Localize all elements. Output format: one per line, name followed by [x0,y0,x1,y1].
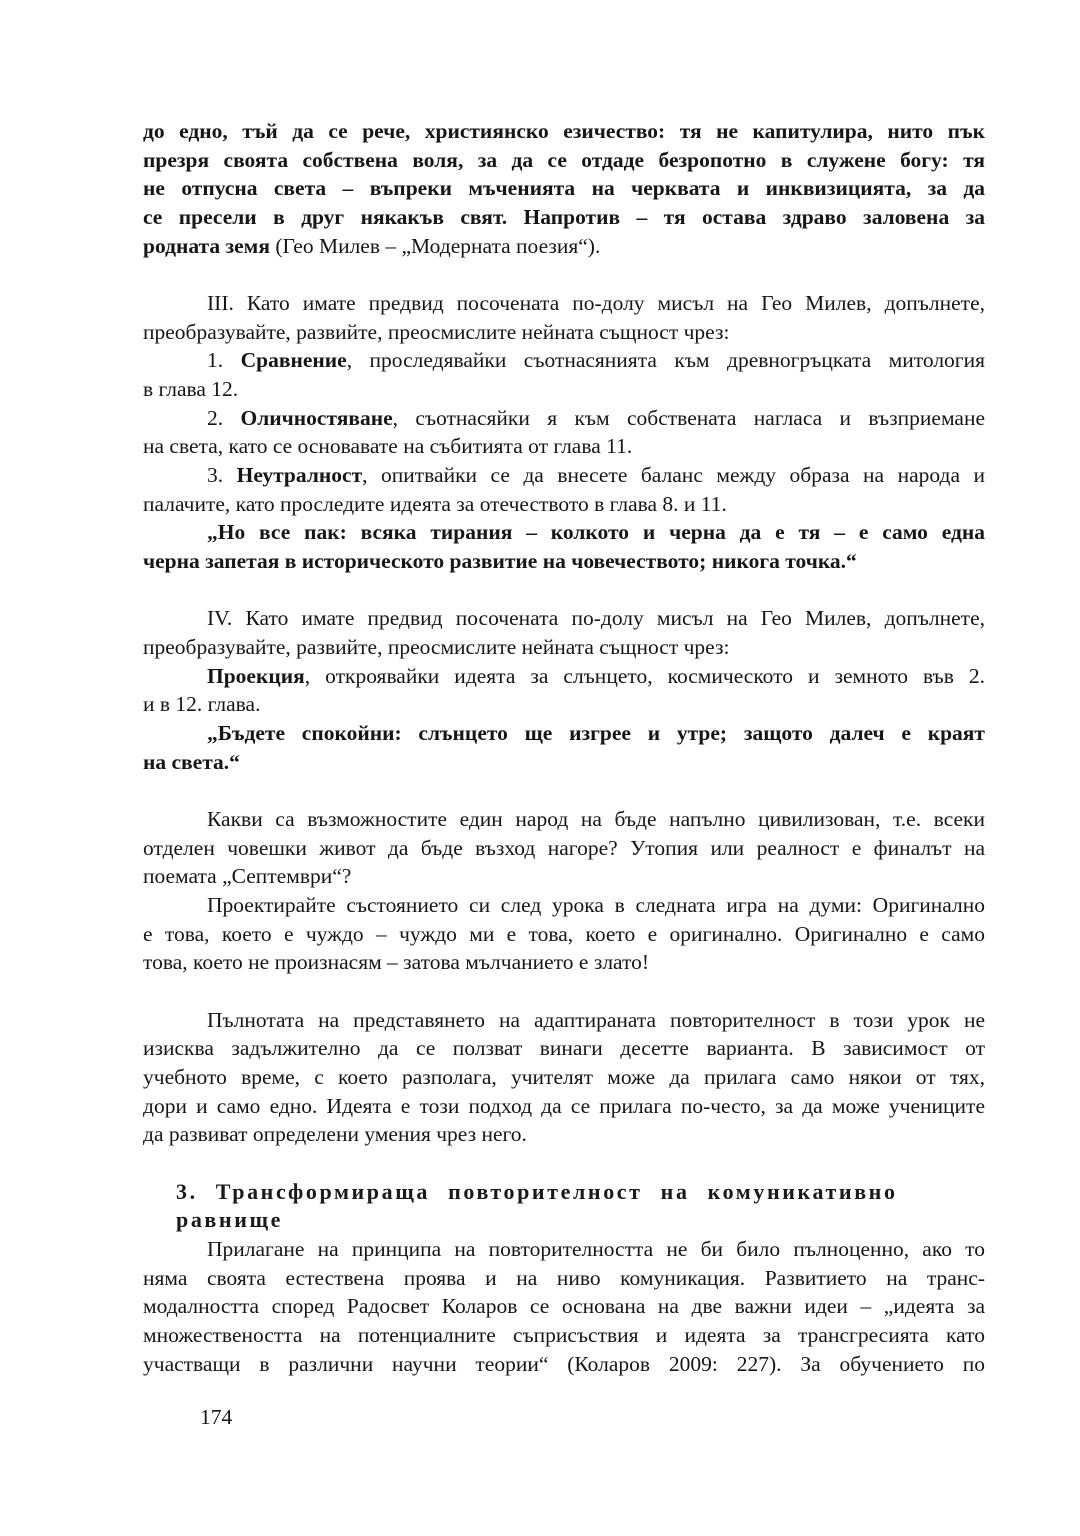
paragraph [143,289,985,346]
text-line [143,862,985,891]
bold-text-run: се пресели в друг някакъв свят. Напротив – тя остава здраво заловена за [143,205,985,230]
text-line [143,604,985,633]
text-run: в глава 12. [143,377,239,402]
paragraph [143,1235,985,1378]
text-run: 3. Трансформираща повторителност на комуникативно [176,1178,898,1204]
text-line [143,1006,985,1035]
text-run: 1. [207,348,241,373]
text-line [143,117,985,146]
bold-text-run: Сравнение [240,348,347,373]
text-line [143,748,985,777]
paragraph [143,891,985,977]
bold-text-run: не отпусна света – въпреки мъченията на черквата и инквизицията, за да [143,176,985,201]
bold-text-run: до едно, тъй да се рече, християнско езичество: тя не капитулира, нито пък [143,119,985,143]
text-run: , откроявайки идеята за слънцето, космическото и земното във 2. [304,663,985,688]
text-run: , опитвайки се да внесете баланс между образа на народа и [362,463,986,488]
text-section [143,604,985,776]
text-section [143,805,985,977]
paragraph [143,604,985,661]
text-column [143,117,985,1378]
text-line [143,834,985,863]
text-line [143,1350,985,1379]
text-run: няма своята естествена проява и на ниво комуникация. Развитието на транс- [143,1265,985,1290]
text-run: палачите, като проследите идеята за отечеството в глава 8. и 11. [143,491,727,516]
text-run: модалността според Радосвет Коларов се основана на две важни идеи – „идеята за [143,1294,985,1319]
text-line [143,633,985,662]
bold-text-run: родната земя [143,233,270,258]
heading-line [143,1178,985,1207]
bold-text-run: презря своята собствена воля, за да се отдаде безропотно в служене богу: тя [143,147,985,172]
bold-text-run: Проекция [207,663,305,688]
text-line [143,518,985,547]
text-line [143,547,985,576]
text-line [143,375,985,404]
text-line [143,805,985,834]
text-run: е това, което е чуждо – чуждо ми е това, което е оригинално. Оригинално е само [143,921,985,946]
text-run: 3. [207,463,237,488]
text-line [143,461,985,490]
text-line [143,719,985,748]
text-line [143,948,985,977]
text-run: , съотнасяйки я към собствената нагласа и възприемане [392,405,985,430]
bold-text-run: Неутралност [236,463,363,488]
text-run: това, което не произнасям – затова мълчанието е злато! [143,950,650,975]
text-run: , проследявайки съотнасянията към древногръцката митология [346,348,986,373]
text-run: III. Като имате предвид посочената по-долу мисъл на Гео Милев, допълнете, [207,291,985,316]
text-run: 2. [207,405,241,430]
text-line [143,891,985,920]
text-run: IV. Като имате предвид посочената по-долу мисъл на Гео Милев, допълнете, [207,606,985,631]
text-section [143,1178,985,1379]
text-line [143,174,985,203]
bold-text-run: на света.“ [143,749,240,774]
text-run: учебното време, с което разполага, учителят може да прилага само някои от тях, [143,1065,985,1090]
paragraph [143,662,985,719]
text-line [143,1034,985,1063]
text-line [143,662,985,691]
paragraph [143,805,985,891]
text-line [143,146,985,175]
text-line [143,1120,985,1149]
text-line [143,1092,985,1121]
paragraph [143,518,985,575]
text-run: Какви са възможностите един народ на бъде напълно цивилизован, т.е. всеки [207,807,985,832]
text-run: поемата „Септември“? [143,864,352,889]
text-line [143,490,985,519]
text-run: изисква задължително да се ползват винаги десетте варианта. В зависимост от [143,1036,985,1061]
paragraph [143,404,985,461]
text-run: множествеността на потенциалните съприсъствия и идеята за трансгресията като [143,1323,985,1348]
paragraph [143,1006,985,1149]
bold-text-run: „Бъдете спокойни: слънцето ще изгрее и утре; защото далеч е краят [207,721,985,746]
text-line [143,232,985,261]
text-line [143,690,985,719]
paragraph [143,117,985,260]
bold-text-run: Оличностяване [240,405,393,430]
text-run: равнище [176,1207,284,1233]
text-line [143,203,985,232]
paragraph [143,461,985,518]
text-run: отделен човешки живот да бъде възход нагоре? Утопия или реалност е финалът на [143,835,985,860]
text-run: Проектирайте състоянието си след урока в следната игра на думи: Оригинално [207,893,985,918]
text-line [143,1235,985,1264]
page-number: 174 [200,1405,233,1429]
paragraph [143,346,985,403]
text-line [143,432,985,461]
text-run: преобразувайте, развийте, преосмислите нейната същност чрез: [143,319,730,344]
text-line [143,1063,985,1092]
text-run: и в 12. глава. [143,692,261,717]
text-section [143,1006,985,1149]
text-line [143,318,985,347]
text-line [143,404,985,433]
text-run: (Гео Милев – „Модерната поезия“). [269,233,601,258]
text-run: Прилагане на принципа на повторителността не би било пълноценно, ако то [207,1237,985,1262]
text-run: участващи в различни научни теории“ (Коларов 2009: 227). За обучението по [143,1351,985,1376]
heading-line [143,1206,985,1235]
text-run: дори и само едно. Идеята е този подход да се прилага по-често, за да може учениците [143,1093,985,1118]
text-run: преобразувайте, развийте, преосмислите нейната същност чрез: [143,635,730,660]
text-run: Пълнотата на представянето на адаптираната повторителност в този урок не [207,1007,985,1032]
text-line [143,1292,985,1321]
text-run: да развиват определени умения чрез него. [143,1122,527,1147]
text-line [143,289,985,318]
bold-text-run: „Но все пак: всяка тирания – колкото и черна да е тя – е само една [207,520,985,545]
text-line [143,1264,985,1293]
text-section [143,117,985,260]
text-section [143,289,985,576]
text-line [143,920,985,949]
text-line [143,346,985,375]
bold-text-run: черна запетая в историческото развитие на човечеството; никога точка.“ [143,549,857,574]
text-run: на света, като се основавате на събитията от глава 11. [143,434,633,459]
text-line [143,1321,985,1350]
paragraph [143,719,985,776]
section-heading [143,1178,985,1235]
